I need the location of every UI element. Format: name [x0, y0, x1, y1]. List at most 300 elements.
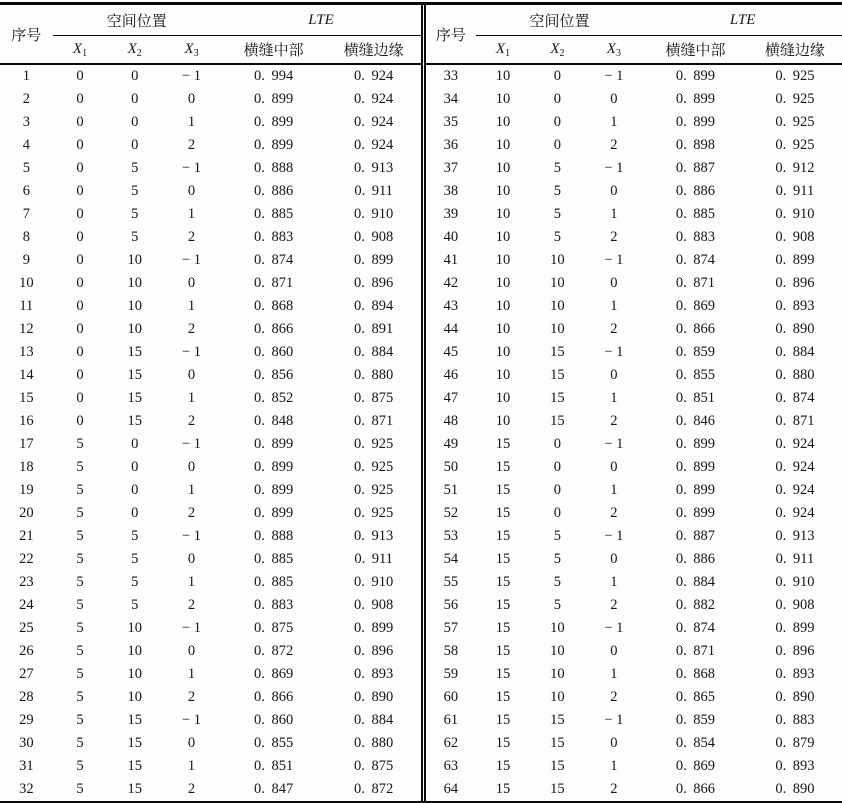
cell-lte-edge: 0. 908 — [775, 597, 815, 613]
cell-x1: 5 — [76, 505, 84, 521]
cell-lte-edge: 0. 893 — [775, 298, 815, 314]
cell-serial: 30 — [19, 735, 34, 751]
cell-x1: 5 — [76, 528, 84, 544]
cell-lte-edge: 0. 924 — [775, 459, 815, 475]
cell-x2: 5 — [131, 229, 139, 245]
cell-serial: 31 — [19, 758, 34, 774]
table-row — [424, 709, 842, 732]
cell-x1: 0 — [76, 160, 84, 176]
cell-lte-edge: 0. 896 — [775, 275, 815, 291]
cell-lte-mid: 0. 886 — [675, 183, 716, 199]
cell-x1: 15 — [495, 781, 511, 797]
cell-serial: 56 — [443, 597, 459, 613]
cell-lte-edge: 0. 925 — [354, 459, 394, 475]
cell-x2: 0 — [553, 91, 562, 107]
cell-lte-mid: 0. 866 — [675, 781, 716, 797]
cell-lte-mid: 0. 868 — [254, 298, 294, 314]
cell-x3: 2 — [610, 321, 618, 337]
header-serial: 序号 — [424, 5, 476, 64]
table-row — [424, 686, 842, 709]
cell-x3: 2 — [187, 229, 196, 245]
cell-serial: 3 — [22, 114, 30, 130]
cell-serial: 23 — [19, 574, 34, 590]
header-group-row — [0, 5, 421, 36]
cell-x1: 0 — [76, 344, 84, 360]
cell-lte-mid: 0. 886 — [675, 551, 716, 567]
cell-x2: 5 — [131, 597, 139, 613]
cell-lte-edge: 0. 911 — [354, 183, 393, 199]
cell-x1: 10 — [495, 298, 511, 314]
cell-lte-edge: 0. 890 — [354, 689, 394, 705]
cell-x3: − 1 — [604, 344, 624, 360]
cell-lte-edge: 0. 896 — [354, 643, 394, 659]
cell-lte-mid: 0. 874 — [675, 620, 716, 636]
cell-lte-mid: 0. 883 — [675, 229, 716, 245]
x3-label: X — [606, 41, 616, 57]
table-row — [424, 64, 842, 88]
table-row — [424, 203, 842, 226]
cell-x1: 0 — [76, 91, 84, 107]
cell-x3: − 1 — [604, 712, 624, 728]
cell-x1: 15 — [495, 735, 511, 751]
cell-serial: 57 — [443, 620, 459, 636]
cell-lte-edge: 0. 880 — [354, 367, 394, 383]
cell-serial: 44 — [443, 321, 459, 337]
cell-lte-mid: 0. 899 — [675, 114, 716, 130]
cell-x2: 10 — [127, 298, 142, 314]
cell-lte-edge: 0. 912 — [775, 160, 815, 176]
cell-x2: 5 — [553, 206, 562, 222]
cell-x2: 0 — [553, 137, 562, 153]
cell-lte-edge: 0. 884 — [354, 712, 394, 728]
table-row — [0, 180, 421, 203]
table-row — [0, 249, 421, 272]
table-body-left — [0, 64, 421, 801]
cell-serial: 20 — [19, 505, 34, 521]
table-row — [0, 778, 421, 801]
cell-x1: 10 — [495, 91, 511, 107]
cell-lte-edge: 0. 874 — [775, 390, 815, 406]
table-row — [424, 755, 842, 778]
cell-lte-mid: 0. 856 — [254, 367, 294, 383]
cell-x3: 1 — [187, 574, 196, 590]
cell-x1: 0 — [76, 137, 84, 153]
header-x1 — [476, 36, 530, 65]
cell-x2: 10 — [550, 298, 565, 314]
cell-x3: 0 — [187, 643, 196, 659]
table-row — [0, 226, 421, 249]
cell-serial: 18 — [19, 459, 34, 475]
cell-lte-edge: 0. 871 — [354, 413, 394, 429]
cell-serial: 2 — [22, 91, 30, 107]
cell-x1: 0 — [76, 321, 84, 337]
cell-lte-mid: 0. 994 — [254, 68, 294, 84]
cell-x2: 15 — [550, 712, 565, 728]
cell-x2: 0 — [553, 436, 562, 452]
cell-x3: 1 — [610, 482, 618, 498]
cell-lte-mid: 0. 884 — [675, 574, 716, 590]
cell-x1: 15 — [495, 551, 511, 567]
cell-x1: 15 — [495, 574, 511, 590]
cell-x2: 5 — [553, 183, 562, 199]
header-group-position: 空间位置 — [476, 5, 643, 36]
cell-x1: 10 — [495, 367, 511, 383]
cell-lte-edge: 0. 924 — [354, 114, 394, 130]
cell-x2: 10 — [127, 321, 142, 337]
table-row — [0, 295, 421, 318]
cell-x2: 10 — [127, 620, 142, 636]
cell-lte-mid: 0. 899 — [675, 436, 716, 452]
cell-lte-edge: 0. 925 — [775, 137, 815, 153]
cell-x2: 10 — [550, 252, 565, 268]
cell-x1: 5 — [76, 482, 84, 498]
header-group-lte: LTE — [643, 5, 842, 36]
cell-x1: 10 — [495, 390, 511, 406]
table-left-half — [0, 5, 421, 801]
cell-x2: 15 — [550, 735, 565, 751]
cell-x3: 2 — [610, 689, 618, 705]
cell-x1: 0 — [76, 206, 84, 222]
cell-lte-mid: 0. 899 — [675, 505, 716, 521]
cell-lte-edge: 0. 924 — [775, 482, 815, 498]
cell-serial: 17 — [19, 436, 34, 452]
cell-serial: 53 — [443, 528, 459, 544]
cell-lte-mid: 0. 852 — [254, 390, 294, 406]
cell-x1: 10 — [495, 321, 511, 337]
table-row — [0, 134, 421, 157]
cell-x3: − 1 — [182, 344, 202, 360]
cell-x1: 5 — [76, 735, 84, 751]
cell-lte-edge: 0. 925 — [354, 505, 394, 521]
table-row — [424, 249, 842, 272]
table-header-left — [0, 5, 421, 64]
cell-x3: 0 — [187, 275, 196, 291]
table-row — [0, 111, 421, 134]
table-row — [0, 663, 421, 686]
table-row — [424, 525, 842, 548]
cell-lte-edge: 0. 908 — [354, 229, 394, 245]
cell-lte-mid: 0. 899 — [254, 91, 294, 107]
cell-x1: 5 — [76, 666, 84, 682]
cell-x1: 15 — [495, 689, 511, 705]
cell-serial: 46 — [443, 367, 459, 383]
table-row — [0, 709, 421, 732]
cell-x3: 2 — [610, 137, 618, 153]
cell-x3: 1 — [610, 758, 618, 774]
cell-x1: 5 — [76, 574, 84, 590]
table-row — [424, 571, 842, 594]
cell-serial: 62 — [443, 735, 459, 751]
cell-x3: 2 — [610, 781, 618, 797]
x3-subscript: 3 — [615, 48, 621, 59]
cell-x3: − 1 — [182, 436, 202, 452]
cell-lte-edge: 0. 925 — [354, 436, 394, 452]
table-row — [0, 157, 421, 180]
cell-lte-mid: 0. 871 — [675, 275, 716, 291]
cell-lte-edge: 0. 899 — [775, 620, 815, 636]
x2-label: X — [127, 41, 137, 57]
cell-x1: 0 — [76, 367, 84, 383]
cell-serial: 61 — [443, 712, 459, 728]
cell-x3: − 1 — [182, 620, 202, 636]
table-row — [424, 341, 842, 364]
cell-x2: 15 — [550, 390, 565, 406]
cell-lte-edge: 0. 896 — [775, 643, 815, 659]
cell-x2: 5 — [553, 574, 562, 590]
cell-x3: − 1 — [604, 528, 624, 544]
cell-x1: 0 — [76, 413, 84, 429]
cell-x2: 5 — [131, 183, 139, 199]
cell-lte-mid: 0. 885 — [254, 551, 294, 567]
cell-serial: 51 — [443, 482, 459, 498]
cell-lte-mid: 0. 898 — [675, 137, 716, 153]
cell-lte-edge: 0. 913 — [354, 160, 394, 176]
cell-x2: 15 — [127, 413, 142, 429]
cell-x1: 10 — [495, 344, 511, 360]
table-row — [0, 272, 421, 295]
table-row — [424, 111, 842, 134]
table-row — [0, 571, 421, 594]
cell-x1: 0 — [76, 229, 84, 245]
cell-lte-mid: 0. 866 — [254, 321, 294, 337]
cell-x3: 0 — [610, 459, 618, 475]
table-right-half — [421, 5, 842, 801]
header-lte-mid: 横缝中部 — [221, 36, 326, 65]
x1-label: X — [495, 41, 506, 57]
cell-x3: − 1 — [604, 252, 624, 268]
cell-lte-edge: 0. 890 — [775, 321, 815, 337]
header-lte-mid: 横缝中部 — [643, 36, 748, 65]
cell-lte-edge: 0. 913 — [354, 528, 394, 544]
table-row — [424, 456, 842, 479]
cell-x2: 15 — [550, 781, 565, 797]
cell-serial: 33 — [443, 68, 459, 84]
cell-serial: 45 — [443, 344, 459, 360]
table-row — [0, 732, 421, 755]
cell-x3: 0 — [187, 183, 196, 199]
cell-x2: 15 — [127, 758, 142, 774]
cell-lte-mid: 0. 888 — [254, 528, 294, 544]
cell-serial: 12 — [19, 321, 34, 337]
cell-lte-mid: 0. 887 — [675, 528, 716, 544]
cell-lte-edge: 0. 884 — [354, 344, 394, 360]
cell-serial: 28 — [19, 689, 34, 705]
cell-x3: 1 — [610, 114, 618, 130]
cell-x1: 10 — [495, 137, 511, 153]
cell-serial: 15 — [19, 390, 34, 406]
cell-lte-mid: 0. 865 — [675, 689, 716, 705]
cell-x2: 5 — [553, 160, 562, 176]
table-row — [0, 456, 421, 479]
cell-x3: − 1 — [604, 68, 624, 84]
table-row — [0, 617, 421, 640]
cell-serial: 55 — [443, 574, 459, 590]
cell-x1: 15 — [495, 528, 511, 544]
cell-x1: 5 — [76, 712, 84, 728]
table-row — [0, 341, 421, 364]
cell-x3: 2 — [187, 689, 196, 705]
cell-x2: 0 — [553, 482, 562, 498]
table-row — [424, 180, 842, 203]
cell-serial: 32 — [19, 781, 34, 797]
cell-x1: 15 — [495, 482, 511, 498]
table-row — [424, 318, 842, 341]
cell-lte-edge: 0. 911 — [775, 183, 815, 199]
cell-lte-edge: 0. 891 — [354, 321, 394, 337]
cell-lte-mid: 0. 855 — [675, 367, 716, 383]
table-row — [424, 134, 842, 157]
cell-serial: 59 — [443, 666, 459, 682]
cell-x3: 1 — [187, 758, 196, 774]
cell-x2: 10 — [127, 252, 142, 268]
header-serial: 序号 — [0, 5, 53, 64]
cell-x2: 0 — [131, 114, 139, 130]
cell-lte-mid: 0. 899 — [254, 137, 294, 153]
cell-x2: 15 — [127, 390, 142, 406]
cell-serial: 36 — [443, 137, 459, 153]
cell-x3: 1 — [187, 206, 196, 222]
cell-lte-edge: 0. 924 — [775, 505, 815, 521]
cell-serial: 29 — [19, 712, 34, 728]
cell-x1: 5 — [76, 781, 84, 797]
table-row — [0, 433, 421, 456]
cell-x2: 0 — [131, 482, 139, 498]
cell-x1: 5 — [76, 597, 84, 613]
cell-serial: 64 — [443, 781, 459, 797]
cell-x3: 2 — [187, 321, 196, 337]
cell-lte-edge: 0. 890 — [775, 781, 815, 797]
cell-x2: 0 — [553, 459, 562, 475]
cell-x3: − 1 — [182, 160, 202, 176]
cell-serial: 13 — [19, 344, 34, 360]
cell-x2: 0 — [131, 68, 139, 84]
cell-serial: 58 — [443, 643, 459, 659]
cell-serial: 42 — [443, 275, 459, 291]
cell-serial: 5 — [22, 160, 30, 176]
cell-lte-mid: 0. 874 — [675, 252, 716, 268]
cell-lte-mid: 0. 874 — [254, 252, 294, 268]
cell-x2: 15 — [550, 344, 565, 360]
cell-x1: 10 — [495, 68, 511, 84]
cell-x3: 0 — [187, 367, 196, 383]
cell-x2: 5 — [131, 551, 139, 567]
cell-x2: 0 — [131, 436, 139, 452]
cell-lte-edge: 0. 913 — [775, 528, 815, 544]
cell-lte-mid: 0. 868 — [675, 666, 716, 682]
cell-x2: 5 — [131, 206, 139, 222]
cell-x1: 10 — [495, 252, 511, 268]
x3-subscript: 3 — [193, 48, 199, 59]
cell-lte-mid: 0. 847 — [254, 781, 294, 797]
cell-lte-mid: 0. 869 — [675, 298, 716, 314]
cell-lte-edge: 0. 884 — [775, 344, 815, 360]
cell-lte-mid: 0. 860 — [254, 712, 294, 728]
cell-x2: 5 — [553, 597, 562, 613]
cell-x1: 5 — [76, 620, 84, 636]
header-lte-edge: 横缝边缘 — [326, 36, 421, 65]
cell-x2: 10 — [127, 666, 142, 682]
cell-lte-mid: 0. 899 — [254, 482, 294, 498]
table-row — [424, 295, 842, 318]
cell-x3: − 1 — [604, 436, 624, 452]
cell-x1: 5 — [76, 436, 84, 452]
table-row — [424, 88, 842, 111]
cell-serial: 14 — [19, 367, 34, 383]
cell-x2: 10 — [127, 689, 142, 705]
table-row — [424, 732, 842, 755]
cell-x3: 0 — [610, 367, 618, 383]
cell-lte-edge: 0. 899 — [775, 252, 815, 268]
header-sub-row — [0, 36, 421, 65]
cell-x3: 1 — [610, 666, 618, 682]
cell-lte-edge: 0. 899 — [354, 620, 394, 636]
header-x2 — [530, 36, 584, 65]
cell-x2: 10 — [550, 275, 565, 291]
cell-x2: 0 — [553, 68, 562, 84]
cell-x2: 15 — [127, 735, 142, 751]
table-row — [424, 594, 842, 617]
cell-x2: 0 — [131, 91, 139, 107]
cell-lte-mid: 0. 882 — [675, 597, 716, 613]
cell-x1: 15 — [495, 643, 511, 659]
table-row — [424, 663, 842, 686]
cell-lte-mid: 0. 851 — [675, 390, 716, 406]
cell-x3: 1 — [610, 390, 618, 406]
cell-serial: 8 — [22, 229, 30, 245]
cell-x3: 1 — [187, 666, 196, 682]
cell-x3: 1 — [187, 390, 196, 406]
table-row — [424, 272, 842, 295]
table-row — [424, 433, 842, 456]
cell-lte-edge: 0. 924 — [354, 91, 394, 107]
cell-lte-mid: 0. 866 — [254, 689, 294, 705]
cell-x1: 10 — [495, 114, 511, 130]
header-group-lte: LTE — [221, 5, 421, 36]
x2-subscript: 2 — [136, 48, 142, 59]
cell-lte-mid: 0. 899 — [254, 505, 294, 521]
cell-x3: 0 — [187, 459, 196, 475]
cell-x1: 5 — [76, 551, 84, 567]
data-table — [0, 2, 842, 803]
cell-x1: 5 — [76, 459, 84, 475]
cell-lte-mid: 0. 885 — [254, 206, 294, 222]
header-sub-row — [424, 36, 842, 65]
cell-x1: 10 — [495, 183, 511, 199]
cell-x2: 5 — [131, 528, 139, 544]
cell-x3: 2 — [610, 505, 618, 521]
table-row — [0, 640, 421, 663]
cell-x3: 0 — [610, 643, 618, 659]
cell-x2: 0 — [131, 459, 139, 475]
cell-x1: 0 — [76, 298, 84, 314]
cell-x1: 15 — [495, 758, 511, 774]
cell-lte-edge: 0. 890 — [775, 689, 815, 705]
cell-lte-mid: 0. 899 — [254, 459, 294, 475]
cell-lte-edge: 0. 924 — [354, 137, 394, 153]
cell-lte-edge: 0. 925 — [775, 91, 815, 107]
cell-x3: 0 — [610, 183, 618, 199]
cell-x1: 15 — [495, 459, 511, 475]
cell-x2: 10 — [550, 643, 565, 659]
table-row — [424, 410, 842, 433]
cell-x2: 15 — [127, 344, 142, 360]
table-row — [424, 157, 842, 180]
cell-serial: 37 — [443, 160, 459, 176]
cell-x3: 0 — [610, 551, 618, 567]
cell-x2: 15 — [550, 758, 565, 774]
cell-x3: 1 — [610, 206, 618, 222]
cell-x3: 1 — [187, 298, 196, 314]
